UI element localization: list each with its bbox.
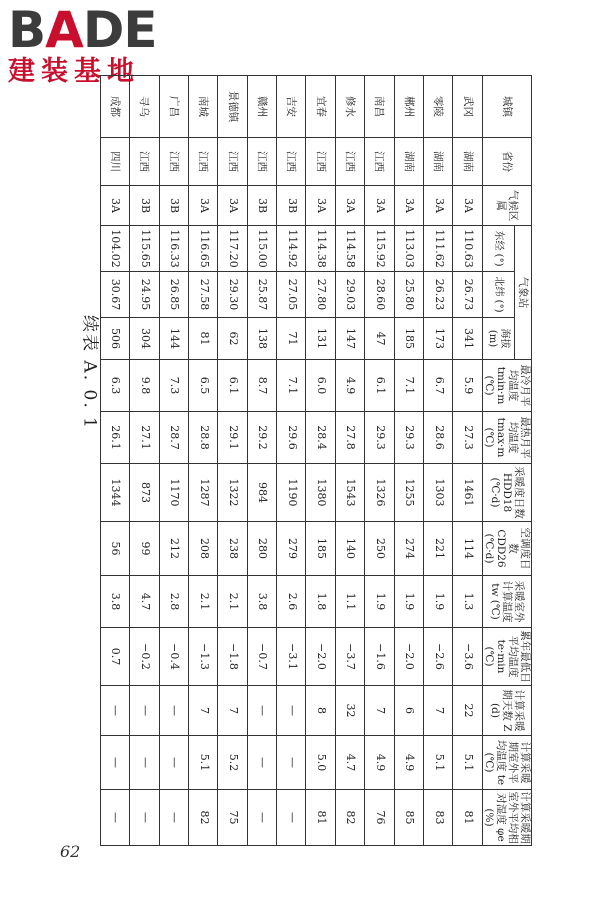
cell-temin: 0.7: [100, 628, 129, 686]
cell-lon: 114.92: [277, 226, 306, 272]
table-row: [365, 76, 394, 846]
cell-tw: 2.1: [189, 576, 218, 628]
cell-tmax: 29.6: [277, 412, 306, 464]
table-row: [335, 76, 364, 846]
cell-cdd: 280: [247, 522, 276, 576]
cell-alt: 47: [365, 318, 394, 360]
cell-city: 武冈: [453, 76, 482, 138]
cell-te: —: [277, 736, 306, 790]
cell-tmax: 29.3: [365, 412, 394, 464]
cell-lon: 117.20: [218, 226, 247, 272]
cell-zone: 3A: [218, 186, 247, 226]
cell-lon: 115.00: [247, 226, 276, 272]
cell-cdd: 140: [335, 522, 364, 576]
cell-z: 7: [424, 686, 453, 736]
cell-lon: 115.92: [365, 226, 394, 272]
cell-tw: 1.9: [365, 576, 394, 628]
cell-lat: 27.58: [189, 272, 218, 318]
cell-rh: —: [130, 790, 159, 846]
cell-tmax: 28.6: [424, 412, 453, 464]
cell-hdd: 1255: [394, 464, 423, 522]
cell-tmax: 29.1: [218, 412, 247, 464]
cell-z: —: [159, 686, 188, 736]
cell-temin: −3.1: [277, 628, 306, 686]
cell-lat: 25.80: [394, 272, 423, 318]
cell-alt: 185: [394, 318, 423, 360]
header-province: 省份: [482, 138, 531, 186]
cell-cdd: 208: [189, 522, 218, 576]
cell-hdd: 1287: [189, 464, 218, 522]
cell-rh: —: [100, 790, 129, 846]
table-row: [277, 76, 306, 846]
header-station: 气象站: [514, 226, 531, 360]
cell-alt: 62: [218, 318, 247, 360]
header-te: 计算采暖期室外平均温度 te (℃): [482, 736, 531, 790]
header-tmax: 最热月平均温度 tmax·m (℃): [482, 412, 531, 464]
cell-lon: 116.65: [189, 226, 218, 272]
cell-rh: 81: [453, 790, 482, 846]
cell-cdd: 250: [365, 522, 394, 576]
cell-cdd: 56: [100, 522, 129, 576]
cell-tw: 2.1: [218, 576, 247, 628]
cell-cdd: 114: [453, 522, 482, 576]
header-city: 城镇: [482, 76, 531, 138]
cell-z: 6: [394, 686, 423, 736]
cell-temin: −0.2: [130, 628, 159, 686]
cell-te: 5.1: [189, 736, 218, 790]
cell-lon: 114.58: [335, 226, 364, 272]
cell-tmin: 6.5: [189, 360, 218, 412]
table-body: [100, 76, 482, 846]
cell-lat: 25.87: [247, 272, 276, 318]
cell-rh: —: [277, 790, 306, 846]
cell-tw: 2.8: [159, 576, 188, 628]
table-row: [247, 76, 276, 846]
cell-tmax: 28.4: [306, 412, 335, 464]
cell-tmin: 8.7: [247, 360, 276, 412]
cell-te: —: [247, 736, 276, 790]
cell-te: 4.9: [394, 736, 423, 790]
cell-hdd: 984: [247, 464, 276, 522]
cell-city: 赣州: [247, 76, 276, 138]
cell-temin: −2.6: [424, 628, 453, 686]
table-row: [130, 76, 159, 846]
logo-wordmark: BADE: [8, 1, 157, 59]
cell-lat: 30.67: [100, 272, 129, 318]
cell-city: 宜春: [306, 76, 335, 138]
climate-data-table: [100, 75, 532, 846]
cell-alt: 506: [100, 318, 129, 360]
cell-city: 成都: [100, 76, 129, 138]
cell-z: 7: [189, 686, 218, 736]
cell-rh: —: [247, 790, 276, 846]
cell-tmin: 9.8: [130, 360, 159, 412]
cell-lon: 104.02: [100, 226, 129, 272]
cell-z: 7: [365, 686, 394, 736]
cell-lon: 116.33: [159, 226, 188, 272]
cell-zone: 3A: [100, 186, 129, 226]
table-row: [100, 76, 129, 846]
cell-zone: 3B: [159, 186, 188, 226]
cell-alt: 341: [453, 318, 482, 360]
header-hdd: 采暖度日数 HDD18 (℃·d): [482, 464, 531, 522]
cell-province: 江西: [335, 138, 364, 186]
table-row: [218, 76, 247, 846]
cell-cdd: 274: [394, 522, 423, 576]
cell-tw: 4.7: [130, 576, 159, 628]
cell-cdd: 185: [306, 522, 335, 576]
cell-lon: 115.65: [130, 226, 159, 272]
cell-province: 江西: [306, 138, 335, 186]
cell-te: 5.0: [306, 736, 335, 790]
cell-lon: 114.38: [306, 226, 335, 272]
cell-hdd: 1380: [306, 464, 335, 522]
cell-hdd: 1461: [453, 464, 482, 522]
cell-city: 郴州: [394, 76, 423, 138]
cell-alt: 138: [247, 318, 276, 360]
cell-cdd: 238: [218, 522, 247, 576]
cell-tw: 1.1: [335, 576, 364, 628]
header-temin: 累年最低日平均温度 te·min (℃): [482, 628, 531, 686]
cell-hdd: 1190: [277, 464, 306, 522]
cell-te: 4.9: [365, 736, 394, 790]
table-container: [109, 75, 532, 844]
cell-lat: 26.23: [424, 272, 453, 318]
header-tw: 采暖室外计算温度 tw (℃): [482, 576, 531, 628]
cell-alt: 144: [159, 318, 188, 360]
cell-city: 景德镇: [218, 76, 247, 138]
cell-rh: 83: [424, 790, 453, 846]
cell-province: 江西: [247, 138, 276, 186]
cell-tmin: 6.7: [424, 360, 453, 412]
cell-cdd: 279: [277, 522, 306, 576]
cell-te: —: [130, 736, 159, 790]
cell-lat: 29.03: [335, 272, 364, 318]
cell-city: 修水: [335, 76, 364, 138]
cell-province: 四川: [100, 138, 129, 186]
header-alt: 海拔 (m): [482, 318, 514, 360]
cell-tmax: 26.1: [100, 412, 129, 464]
cell-temin: −1.6: [365, 628, 394, 686]
cell-hdd: 1322: [218, 464, 247, 522]
cell-tmin: 6.1: [365, 360, 394, 412]
cell-tw: 3.8: [247, 576, 276, 628]
cell-province: 江西: [218, 138, 247, 186]
cell-province: 江西: [130, 138, 159, 186]
cell-z: 22: [453, 686, 482, 736]
cell-city: 南昌: [365, 76, 394, 138]
cell-tw: 1.3: [453, 576, 482, 628]
cell-temin: −0.4: [159, 628, 188, 686]
cell-temin: −1.3: [189, 628, 218, 686]
cell-city: 吉安: [277, 76, 306, 138]
cell-city: 广昌: [159, 76, 188, 138]
header-cdd: 空调度日数 CDD26 (℃·d): [482, 522, 531, 576]
header-zone: 气候区属: [482, 186, 531, 226]
cell-zone: 3A: [306, 186, 335, 226]
cell-temin: −2.0: [394, 628, 423, 686]
cell-tw: 2.6: [277, 576, 306, 628]
cell-te: 5.2: [218, 736, 247, 790]
cell-zone: 3A: [335, 186, 364, 226]
cell-cdd: 221: [424, 522, 453, 576]
cell-lat: 27.05: [277, 272, 306, 318]
cell-te: 4.7: [335, 736, 364, 790]
cell-temin: −3.7: [335, 628, 364, 686]
cell-lat: 27.80: [306, 272, 335, 318]
cell-temin: −3.6: [453, 628, 482, 686]
cell-tw: 1.8: [306, 576, 335, 628]
cell-tmin: 6.3: [100, 360, 129, 412]
cell-alt: 131: [306, 318, 335, 360]
bade-logo: [8, 1, 188, 87]
cell-lon: 111.62: [424, 226, 453, 272]
table-caption: 续表 A. 0. 1: [79, 315, 100, 430]
cell-z: —: [247, 686, 276, 736]
cell-alt: 81: [189, 318, 218, 360]
cell-rh: 81: [306, 790, 335, 846]
cell-hdd: 1326: [365, 464, 394, 522]
cell-zone: 3A: [453, 186, 482, 226]
cell-lat: 26.73: [453, 272, 482, 318]
cell-zone: 3B: [130, 186, 159, 226]
table-row: [394, 76, 423, 846]
cell-province: 江西: [365, 138, 394, 186]
cell-city: 寻乌: [130, 76, 159, 138]
cell-te: —: [159, 736, 188, 790]
cell-alt: 173: [424, 318, 453, 360]
cell-rh: 85: [394, 790, 423, 846]
cell-zone: 3B: [277, 186, 306, 226]
cell-province: 江西: [277, 138, 306, 186]
cell-tmax: 27.1: [130, 412, 159, 464]
cell-lat: 29.30: [218, 272, 247, 318]
cell-tmax: 29.2: [247, 412, 276, 464]
header-lon: 东经 (°): [482, 226, 514, 272]
cell-alt: 304: [130, 318, 159, 360]
cell-tmin: 4.9: [335, 360, 364, 412]
cell-cdd: 212: [159, 522, 188, 576]
cell-tw: 1.9: [424, 576, 453, 628]
cell-lon: 110.63: [453, 226, 482, 272]
cell-province: 湖南: [424, 138, 453, 186]
cell-tmax: 28.8: [189, 412, 218, 464]
cell-zone: 3A: [394, 186, 423, 226]
cell-tmax: 29.3: [394, 412, 423, 464]
cell-tmax: 27.8: [335, 412, 364, 464]
cell-lat: 26.85: [159, 272, 188, 318]
cell-zone: 3A: [189, 186, 218, 226]
cell-alt: 147: [335, 318, 364, 360]
cell-province: 湖南: [394, 138, 423, 186]
cell-alt: 71: [277, 318, 306, 360]
cell-hdd: 1344: [100, 464, 129, 522]
cell-rh: 82: [335, 790, 364, 846]
cell-tmax: 27.3: [453, 412, 482, 464]
cell-tmax: 28.7: [159, 412, 188, 464]
cell-hdd: 1543: [335, 464, 364, 522]
cell-tmin: 6.0: [306, 360, 335, 412]
cell-z: 8: [306, 686, 335, 736]
cell-rh: 76: [365, 790, 394, 846]
table-row: [453, 76, 482, 846]
cell-temin: −2.0: [306, 628, 335, 686]
cell-z: —: [100, 686, 129, 736]
cell-hdd: 1170: [159, 464, 188, 522]
table-row: [306, 76, 335, 846]
cell-temin: −1.8: [218, 628, 247, 686]
cell-tmin: 7.3: [159, 360, 188, 412]
header-tmin: 最冷月平均温度 tmin·m (℃): [482, 360, 531, 412]
cell-te: —: [100, 736, 129, 790]
cell-hdd: 1303: [424, 464, 453, 522]
table-row: [159, 76, 188, 846]
cell-tw: 1.9: [394, 576, 423, 628]
header-rh: 计算采暖期室外平均相对湿度 φe (%): [482, 791, 531, 844]
cell-tmin: 7.1: [277, 360, 306, 412]
cell-z: 32: [335, 686, 364, 736]
cell-te: 5.1: [453, 736, 482, 790]
table-row: [189, 76, 218, 846]
cell-city: 零陵: [424, 76, 453, 138]
header-z: 计算采暖期天数 Z (d): [482, 686, 531, 736]
table-row: [424, 76, 453, 846]
cell-temin: −0.7: [247, 628, 276, 686]
header-lat: 北纬 (°): [482, 272, 514, 318]
cell-province: 湖南: [453, 138, 482, 186]
cell-zone: 3B: [247, 186, 276, 226]
cell-te: 5.1: [424, 736, 453, 790]
cell-city: 南城: [189, 76, 218, 138]
cell-z: 7: [218, 686, 247, 736]
cell-rh: —: [159, 790, 188, 846]
cell-lat: 24.95: [130, 272, 159, 318]
cell-lon: 113.03: [394, 226, 423, 272]
cell-tmin: 5.9: [453, 360, 482, 412]
cell-province: 江西: [189, 138, 218, 186]
cell-tmin: 7.1: [394, 360, 423, 412]
logo-subtitle: 建装基地: [8, 56, 140, 87]
cell-hdd: 873: [130, 464, 159, 522]
cell-rh: 82: [189, 790, 218, 846]
cell-z: —: [277, 686, 306, 736]
cell-z: —: [130, 686, 159, 736]
page-number: 62: [60, 842, 81, 861]
cell-rh: 75: [218, 790, 247, 846]
cell-cdd: 99: [130, 522, 159, 576]
cell-zone: 3A: [424, 186, 453, 226]
cell-tw: 3.8: [100, 576, 129, 628]
cell-province: 江西: [159, 138, 188, 186]
cell-zone: 3A: [365, 186, 394, 226]
cell-tmin: 6.1: [218, 360, 247, 412]
cell-lat: 28.60: [365, 272, 394, 318]
